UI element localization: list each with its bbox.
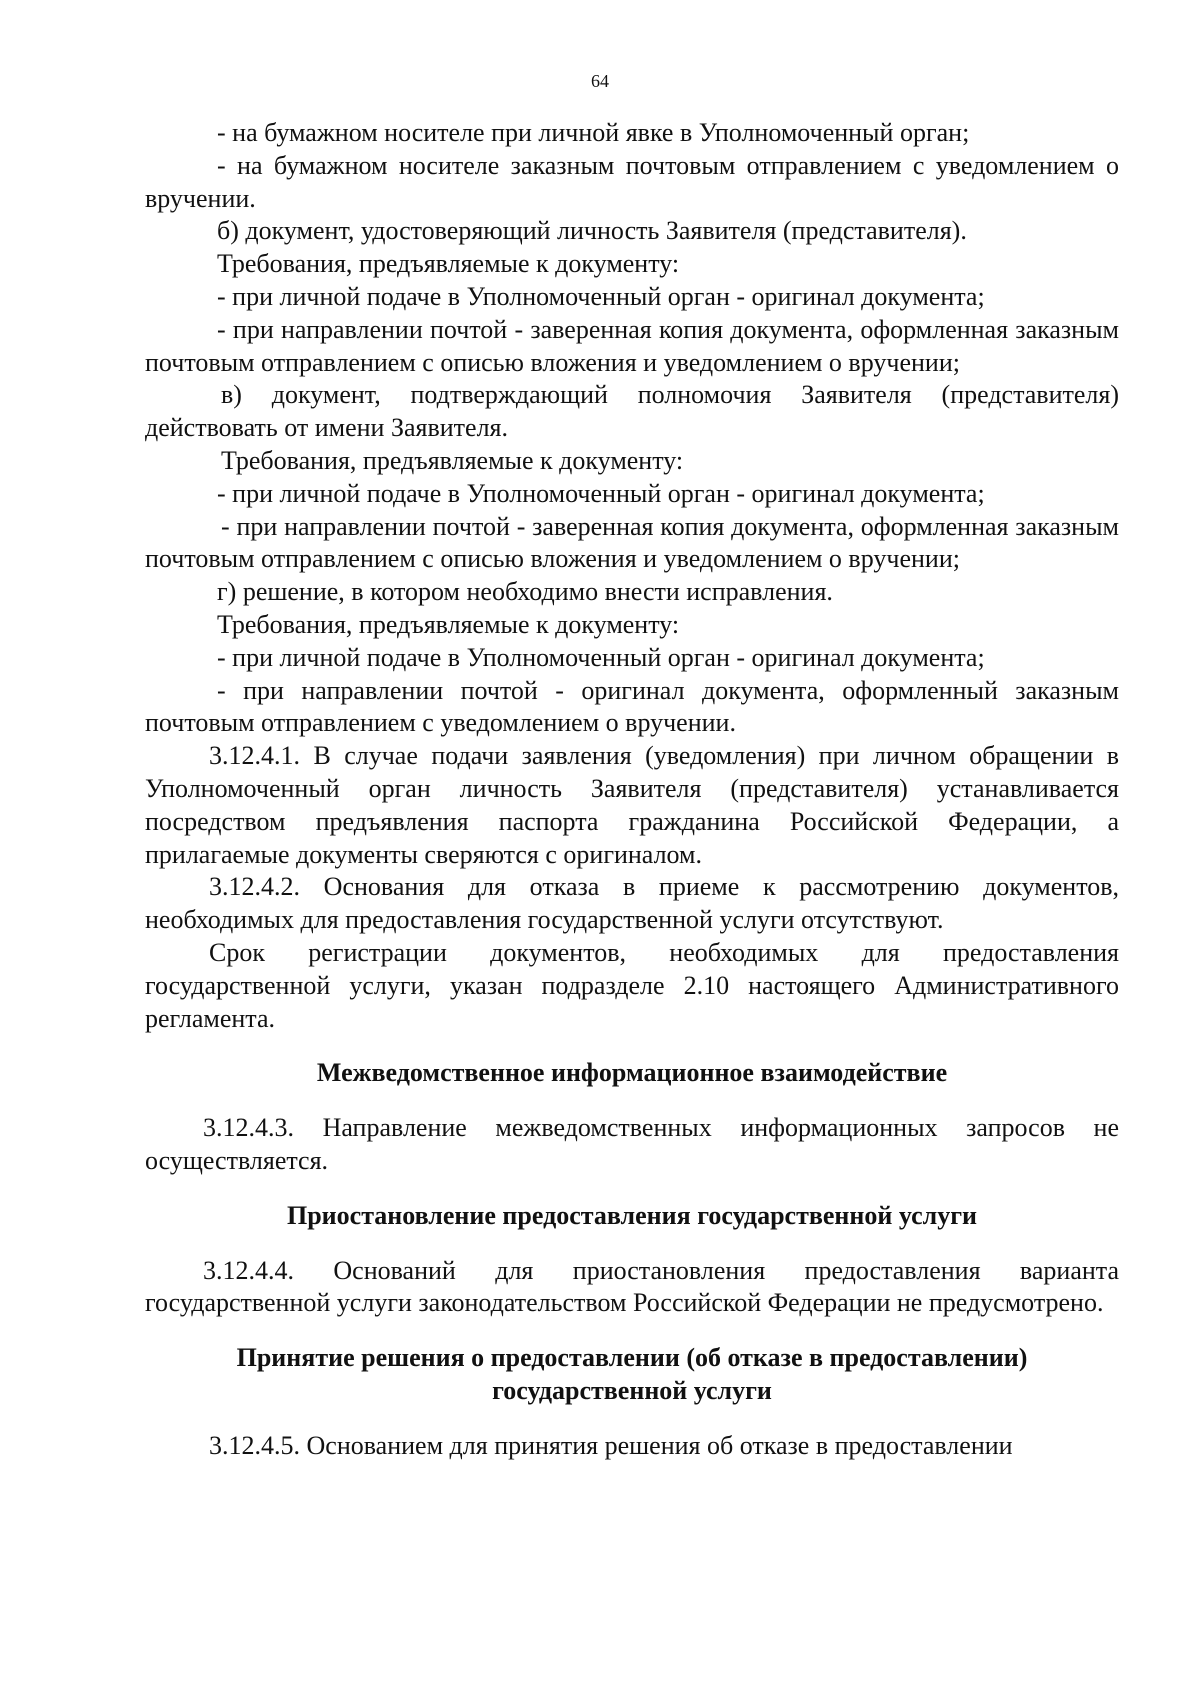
section-heading: Межведомственное информационное взаимодействие <box>316 1058 948 1088</box>
paragraph: 3.12.4.2. Основания для отказа в приеме к рассмотрению документов, необходимых для предоставления государственной услуги отсутствуют. <box>145 872 1119 935</box>
paragraph: 3.12.4.4. Оснований для приостановления предоставления варианта государственной услуги законодательством Российской Федерации не предусмотрено. <box>145 1255 1119 1318</box>
paragraph: б) документ, удостоверяющий личность Заявителя (представителя). <box>217 216 967 246</box>
paragraph: Срок регистрации документов, необходимых для предоставления государственной услуги, указан подразделе 2.10 настоящего Административного регламента. <box>145 937 1119 1033</box>
paragraph: - при личной подаче в Уполномоченный орган - оригинал документа; <box>217 642 985 672</box>
section-heading: Приостановление предоставления государственной услуги <box>286 1200 977 1230</box>
paragraph: - при направлении почтой - заверенная копия документа, оформленная заказным почтовым отправлением с описью вложения и уведомлением о вручении; <box>145 511 1119 574</box>
paragraph: Требования, предъявляемые к документу: <box>221 445 684 475</box>
paragraph: Требования, предъявляемые к документу: <box>217 609 680 639</box>
paragraph: - при личной подаче в Уполномоченный орган - оригинал документа; <box>217 281 985 311</box>
section-heading-line: Принятие решения о предоставлении (об отказе в предоставлении) <box>236 1343 1028 1373</box>
paragraph: Требования, предъявляемые к документу: <box>217 249 680 279</box>
paragraph: - при направлении почтой - оригинал документа, оформленный заказным почтовым отправлением с уведомлением о вручении. <box>145 675 1119 738</box>
paragraph: - при направлении почтой - заверенная копия документа, оформленная заказным почтовым отправлением с описью вложения и уведомлением о вручении; <box>145 314 1119 377</box>
paragraph: г) решение, в котором необходимо внести исправления. <box>217 577 833 607</box>
paragraph: - на бумажном носителе при личной явке в Уполномоченный орган; <box>217 118 970 147</box>
section-heading <box>145 1342 1119 1408</box>
section-heading-line: государственной услуги <box>492 1375 772 1405</box>
paragraph: 3.12.4.3. Направление межведомственных информационных запросов не осуществляется. <box>145 1113 1119 1175</box>
paragraph: 3.12.4.1. В случае подачи заявления (уведомления) при личном обращении в Уполномоченный орган личность Заявителя (представителя) устанавливается посредством предъявления паспорта гражданина Российской Федерации, а прилагаемые документы сверяются с оригиналом. <box>145 741 1119 869</box>
document-body <box>145 117 1119 1462</box>
paragraph: 3.12.4.5. Основанием для принятия решения об отказе в предоставлении <box>209 1430 1013 1460</box>
paragraph: - на бумажном носителе заказным почтовым отправлением с уведомлением о вручении. <box>145 150 1119 213</box>
paragraph: - при личной подаче в Уполномоченный орган - оригинал документа; <box>217 478 985 508</box>
page-number: 64 <box>591 71 609 91</box>
paragraph: в) документ, подтверждающий полномочия Заявителя (представителя) действовать от имени Заявителя. <box>145 380 1119 443</box>
